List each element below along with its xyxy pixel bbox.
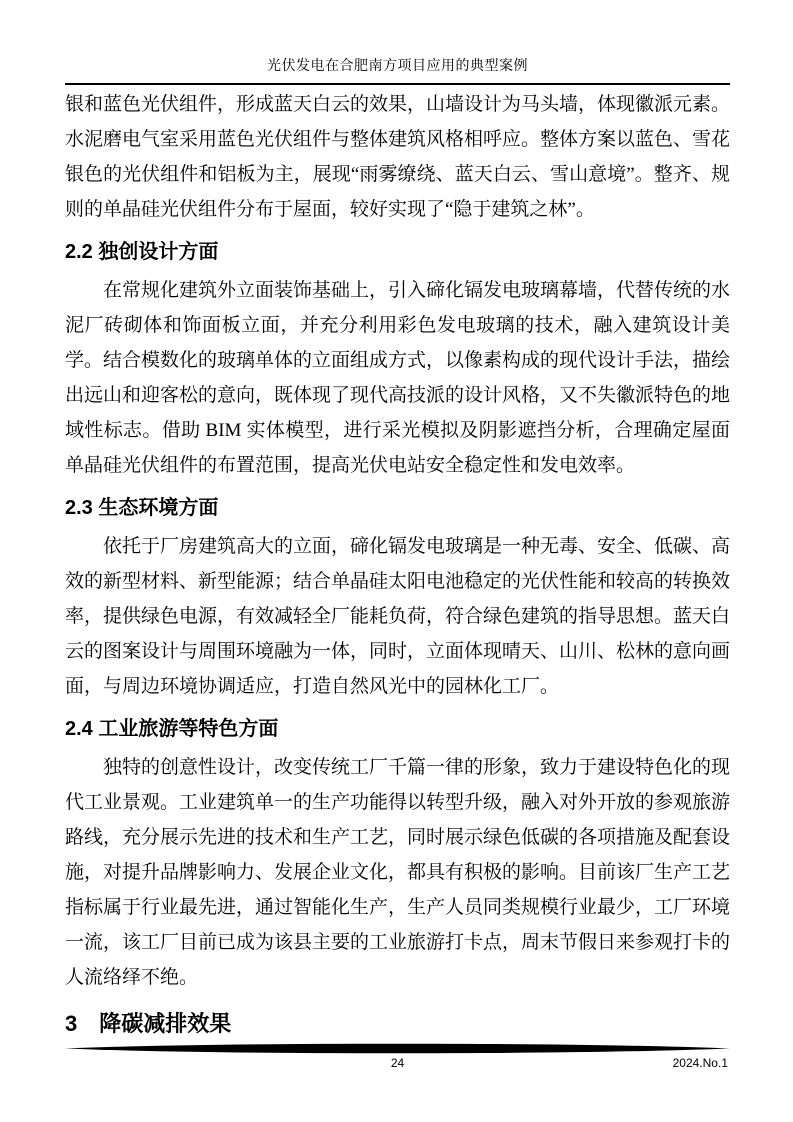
issue-label: 2024.No.1 <box>672 1056 728 1070</box>
running-head-title: 光伏发电在合肥南方项目应用的典型案例 <box>267 59 528 74</box>
page-footer <box>65 1043 730 1074</box>
paragraph-design: 在常规化建筑外立面装饰基础上，引入碲化镉发电玻璃幕墙，代替传统的水泥厂砖砌体和饰面板立面，并充分利用彩色发电玻璃的技术，融入建筑设计美学。结合模数化的玻璃单体的立面组成方式，以像素构成的现代设计手法，描绘出远山和迎客松的意向，既体现了现代高技派的设计风格，又不失徽派特色的地域性标志。借助 BIM 实体模型，进行采光模拟及阴影遮挡分析，合理确定屋面单晶硅光伏组件的布置范围，提高光伏电站安全稳定性和发电效率。 <box>65 280 731 476</box>
footer-row <box>65 1056 730 1074</box>
paragraph-tourism: 独特的创意性设计，改变传统工厂千篇一律的形象，致力于建设特色化的现代工业景观。工业建筑单一的生产功能得以转型升级，融入对外开放的参观旅游路线，充分展示先进的技术和生产工艺，同时展示绿色低碳的各项措施及配套设施，对提升品牌影响力、发展企业文化，都具有积极的影响。目前该厂生产工艺指标属于行业最先进，通过智能化生产，生产人员同类规模行业最少，工厂环境一流，该工厂目前已成为该县主要的工业旅游打卡点，周末节假日来参观打卡的人流络绎不绝。 <box>65 757 731 988</box>
paragraph-continuation: 银和蓝色光伏组件，形成蓝天白云的效果，山墙设计为马头墙，体现徽派元素。水泥磨电气室采用蓝色光伏组件与整体建筑风格相呼应。整体方案以蓝色、雪花银色的光伏组件和铝板为主，展现“雨雾缭绕、蓝天白云、雪山意境”。整齐、规则的单晶硅光伏组件分布于屋面，较好实现了“隐于建筑之林”。 <box>65 94 731 220</box>
section-heading-2-2: 2.2 独创设计方面 <box>65 241 219 263</box>
header-rule <box>65 83 730 85</box>
page-number: 24 <box>390 1056 405 1070</box>
page-content <box>65 0 730 1038</box>
document-body <box>65 87 730 1038</box>
footer-divider-bar <box>65 1043 730 1054</box>
paragraph-ecology: 依托于厂房建筑高大的立面，碲化镉发电玻璃是一种无毒、安全、低碳、高效的新型材料、新型能源；结合单晶硅太阳电池稳定的光伏性能和较高的转换效率，提供绿色电源，有效减轻全厂能耗负荷，符合绿色建筑的指导思想。蓝天白云的图案设计与周围环境融为一体，同时，立面体现晴天、山川、松林的意向画面，与周边环境协调适应，打造自然风光中的园林化工厂。 <box>65 536 731 697</box>
section-heading-2-4: 2.4 工业旅游等特色方面 <box>65 718 279 740</box>
chapter-heading-3: 3 降碳减排效果 <box>65 1011 232 1036</box>
section-heading-2-3: 2.3 生态环境方面 <box>65 497 219 519</box>
